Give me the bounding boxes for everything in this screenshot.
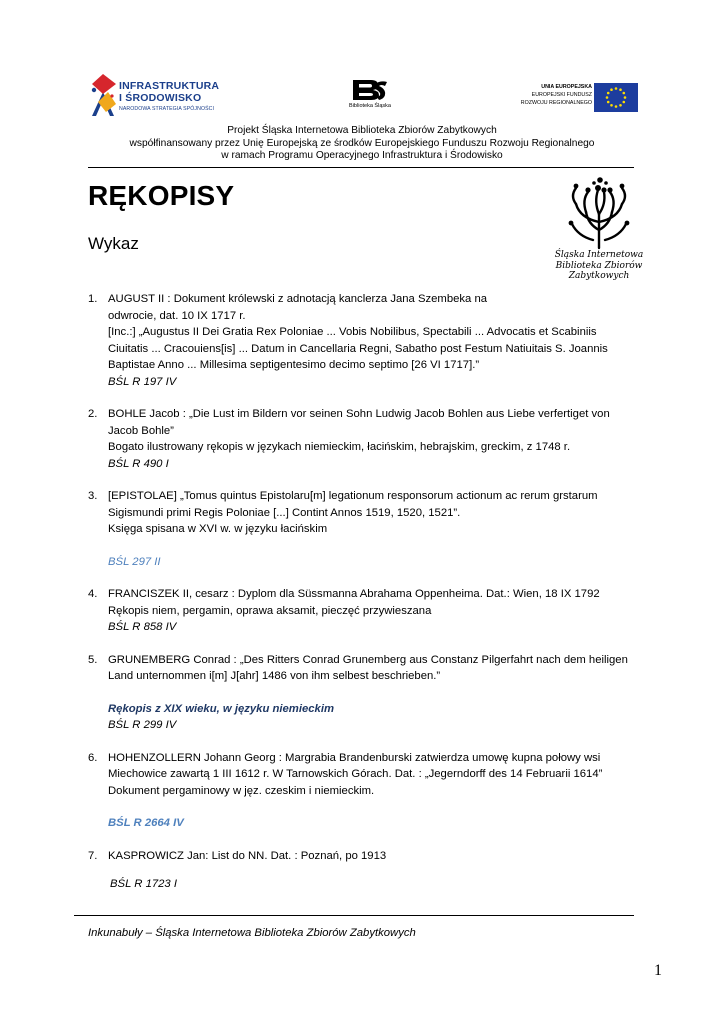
eu-star-icon <box>622 101 625 104</box>
bs-logo-caption: Biblioteka Śląska <box>349 103 391 109</box>
list-item <box>88 406 636 472</box>
item-signature: BŚL R 197 IV <box>108 375 177 388</box>
infra-logo-line2: I ŚRODOWISKO <box>119 92 202 104</box>
item-note: Rękopis z XIX wieku, w języku niemieckim <box>108 702 335 715</box>
infrastruktura-flag-icon <box>90 72 116 116</box>
item-number: 6. <box>88 751 98 764</box>
biblioteka-slaska-logo <box>340 78 400 114</box>
eu-star-icon <box>622 92 625 95</box>
item-line: FRANCISZEK II, cesarz : Dyplom dla Süssmanna Abrahama Oppenheima. Dat.: Wien, 18 IX 1792 <box>108 588 600 600</box>
item-line: GRUNEMBERG Conrad : „Des Ritters Conrad Grunemberg aus Constanz Pilgerfahrt nach dem heiligen <box>108 653 628 666</box>
eu-logo <box>514 83 638 113</box>
eu-star-icon <box>610 104 613 107</box>
list-item <box>88 652 636 734</box>
item-line: Bogato ilustrowany rękopis w językach niemieckim, łacińskim, hebrajskim, greckim, z 1748 r. <box>108 441 571 453</box>
eu-star-icon <box>619 88 622 91</box>
infrastruktura-logo <box>90 72 250 118</box>
project-info <box>90 125 634 163</box>
page-title: RĘKOPISY <box>88 180 235 211</box>
page-subtitle: Wykaz <box>88 234 139 253</box>
item-signature: BŚL R 299 IV <box>108 719 177 731</box>
eu-star-icon <box>607 101 610 104</box>
eu-star-icon <box>606 96 609 99</box>
infra-logo-line1: INFRASTRUKTURA <box>119 80 220 92</box>
bs-monogram-icon <box>351 78 389 102</box>
item-line: Sigismundi primi Regis Poloniae [...] Contint Annos 1519, 1520, 1521”. <box>108 506 461 519</box>
tree-logo-line1: Śląska Internetowa <box>554 250 644 260</box>
eu-logo-line1: UNIA EUROPEJSKA <box>541 84 592 90</box>
item-line: Jacob Bohle” <box>108 424 174 437</box>
page-number: 1 <box>654 962 662 979</box>
item-number: 3. <box>88 490 98 502</box>
item-line: HOHENZOLLERN Johann Georg : Margrabia Brandenburski zatwierdza umowę kupna połowy wsi <box>108 751 601 764</box>
item-line: odwrocie, dat. 10 IX 1717 r. <box>108 309 246 322</box>
eu-star-icon <box>615 87 618 90</box>
eu-star-icon <box>624 96 627 99</box>
item-line: AUGUST II : Dokument królewski z adnotacją kanclerza Jana Szembeka na <box>108 293 488 305</box>
project-line-3: w ramach Programu Operacyjnego Infrastruktura i Środowisko <box>221 150 503 162</box>
item-line: BOHLE Jacob : „Die Lust im Bildern vor seinen Sohn Ludwig Jacob Bohlen aus Liebe verfertiget von <box>108 408 610 420</box>
item-line: Rękopis niem, pergamin, oprawa aksamit, pieczęć przywieszana <box>108 604 432 617</box>
item-number: 4. <box>88 588 98 600</box>
item-signature: BŚL R 490 I <box>108 457 169 470</box>
eu-logo-line3: ROZWOJU REGIONALNEGO <box>520 100 592 106</box>
item-line: [Inc.:] „Augustus II Dei Gratia Rex Poloniae ... Vobis Nobilibus, Spectabili ... Advocatis et Scabiniis <box>108 326 597 338</box>
item-number: 7. <box>88 849 98 862</box>
footer-divider <box>74 915 634 916</box>
eu-star-icon <box>615 105 618 108</box>
eu-star-icon <box>607 92 610 95</box>
item-line: Ciuitatis ... Cracouiens[is] ... Datum in Cancellaria Regni, Sabatho post Festum Natiuitais S. Joannis <box>108 342 608 355</box>
item-line: Miechowice zawartą 1 III 1612 r. W Tarnowskich Górach. Dat. : „Jegerndorff des 14 Februarii 1614” <box>108 768 603 780</box>
item-number: 1. <box>88 293 98 305</box>
footer-text: Inkunabuły – Śląska Internetowa Biblioteka Zbiorów Zabytkowych <box>88 927 416 939</box>
tree-logo-caption <box>554 250 644 282</box>
eu-flag-icon <box>594 83 638 112</box>
item-line: Księga spisana w XVI w. w języku łacińskim <box>108 523 328 535</box>
tree-icon <box>554 174 644 250</box>
item-number: 2. <box>88 408 98 420</box>
item-signature: BŚL 297 II <box>108 555 161 568</box>
list-item <box>88 848 636 893</box>
project-line-1: Projekt Śląska Internetowa Biblioteka Zbiorów Zabytkowych <box>227 125 497 136</box>
item-line: Baptistae Anno ... Millesima septigentesimo decimo septimo [26 VI 1717].” <box>108 359 480 371</box>
item-number: 5. <box>88 653 98 666</box>
eu-logo-line2: EUROPEJSKI FUNDUSZ <box>531 92 592 98</box>
tree-logo-line3: Zabytkowych <box>568 271 630 281</box>
eu-star-icon <box>610 88 613 91</box>
item-signature: BŚL R 2664 IV <box>108 817 184 829</box>
infra-logo-line3: NARODOWA STRATEGIA SPÓJNOŚCI <box>119 106 215 112</box>
item-line: Dokument pergaminowy w jęz. czeskim i niemieckim. <box>108 784 375 797</box>
sibzz-tree-logo <box>554 174 644 286</box>
eu-star-icon <box>619 104 622 107</box>
item-line: Land unternommen i[m] J[ahr] 1486 von ihm selbest beschrieben.” <box>108 670 441 682</box>
item-signature: BŚL R 1723 I <box>110 878 177 890</box>
tree-logo-line2: Biblioteka Zbiorów <box>555 260 643 271</box>
manuscript-list <box>88 291 636 909</box>
list-item <box>88 488 636 570</box>
project-line-2: współfinansowany przez Unię Europejską ze środków Europejskiego Funduszu Rozwoju Regionalnego <box>129 137 595 149</box>
header-divider <box>88 167 634 168</box>
item-line: KASPROWICZ Jan: List do NN. Dat. : Poznań, po 1913 <box>108 849 387 862</box>
list-item <box>88 586 636 636</box>
item-signature: BŚL R 858 IV <box>108 621 177 633</box>
item-line: [EPISTOLAE] „Tomus quintus Epistolaru[m] legationum responsorum actionum ac rerum grstarum <box>108 490 598 502</box>
list-item <box>88 750 636 832</box>
list-item <box>88 291 636 390</box>
